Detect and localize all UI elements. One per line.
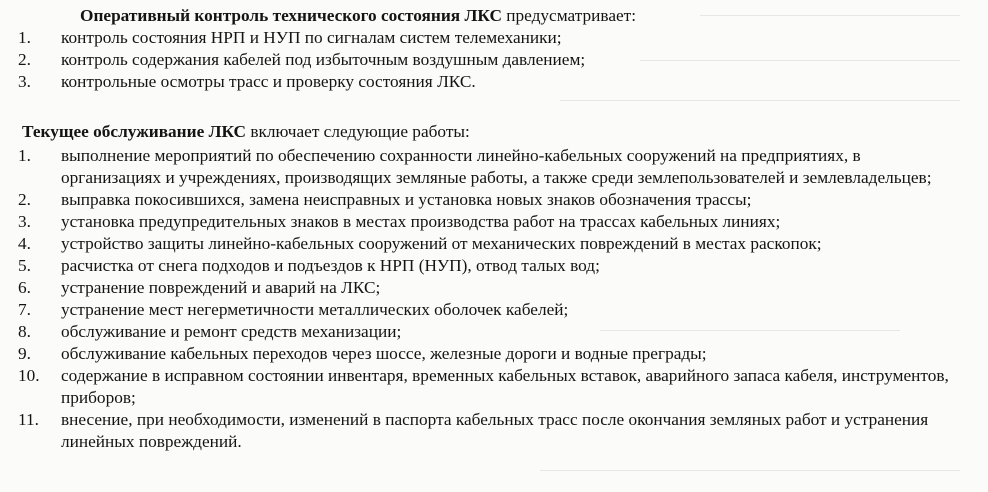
list-item-text: контрольные осмотры трасс и проверку состояния ЛКС.	[61, 72, 476, 91]
list-item-number: 1.	[18, 146, 31, 165]
operative-control-list	[0, 27, 961, 93]
section-heading-operative-control	[80, 5, 636, 27]
list-item	[0, 49, 961, 71]
list-item	[0, 299, 961, 321]
list-item-text: содержание в исправном состоянии инвентаря, временных кабельных вставок, аварийного запаса кабеля, инструментов, приборов;	[61, 366, 949, 407]
list-item	[0, 255, 961, 277]
list-item-number: 3.	[18, 72, 31, 91]
list-item-text: контроль состояния НРП и НУП по сигналам систем телемеханики;	[61, 28, 562, 47]
current-maintenance-list	[0, 145, 961, 453]
list-item-text: устранение мест негерметичности металлических оболочек кабелей;	[61, 300, 569, 319]
list-item-number: 5.	[18, 256, 31, 275]
list-item-number: 4.	[18, 234, 31, 253]
list-item-number: 9.	[18, 344, 31, 363]
list-item-number: 6.	[18, 278, 31, 297]
list-item-number: 8.	[18, 322, 31, 341]
list-item	[0, 145, 961, 189]
list-item	[0, 365, 961, 409]
list-item-text: устройство защиты линейно-кабельных сооружений от механических повреждений в местах раскопок;	[61, 234, 822, 253]
list-item-text: расчистка от снега подходов и подъездов к НРП (НУП), отвод талых вод;	[61, 256, 600, 275]
section-heading-rest: предусматривает:	[501, 6, 637, 25]
list-item-text: выправка покосившихся, замена неисправных и установка новых знаков обозначения трассы;	[61, 190, 752, 209]
list-item	[0, 27, 961, 49]
list-item-text: выполнение мероприятий по обеспечению сохранности линейно-кабельных сооружений на предприятиях, в организациях и учреждениях, производящих земляные работы, а также среди землепользователей и землевладельцев;	[61, 146, 932, 187]
list-item-text: обслуживание и ремонт средств механизации;	[61, 322, 402, 341]
list-item	[0, 409, 961, 453]
list-item-number: 3.	[18, 212, 31, 231]
list-item	[0, 343, 961, 365]
list-item-number: 10.	[18, 366, 40, 385]
list-item-number: 2.	[18, 190, 31, 209]
list-item	[0, 277, 961, 299]
list-item-text: контроль содержания кабелей под избыточным воздушным давлением;	[61, 50, 586, 69]
list-item-number: 7.	[18, 300, 31, 319]
list-item	[0, 71, 961, 93]
list-item-text: обслуживание кабельных переходов через шоссе, железные дороги и водные преграды;	[61, 344, 707, 363]
section-heading-rest: включает следующие работы:	[246, 122, 470, 141]
list-item-number: 2.	[18, 50, 31, 69]
list-item	[0, 189, 961, 211]
list-item-number: 11.	[18, 410, 39, 429]
list-item-text: установка предупредительных знаков в местах производства работ на трассах кабельных линиях;	[61, 212, 781, 231]
section-heading-current-maintenance	[22, 121, 470, 143]
section-heading-bold: Оперативный контроль технического состояния ЛКС	[80, 6, 502, 25]
list-item-text: устранение повреждений и аварий на ЛКС;	[61, 278, 381, 297]
list-item	[0, 211, 961, 233]
list-item	[0, 321, 961, 343]
section-heading-bold: Текущее обслуживание ЛКС	[22, 122, 247, 141]
list-item-text: внесение, при необходимости, изменений в паспорта кабельных трасс после окончания земляных работ и устранения линейных повреждений.	[61, 410, 929, 451]
list-item-number: 1.	[18, 28, 31, 47]
list-item	[0, 233, 961, 255]
